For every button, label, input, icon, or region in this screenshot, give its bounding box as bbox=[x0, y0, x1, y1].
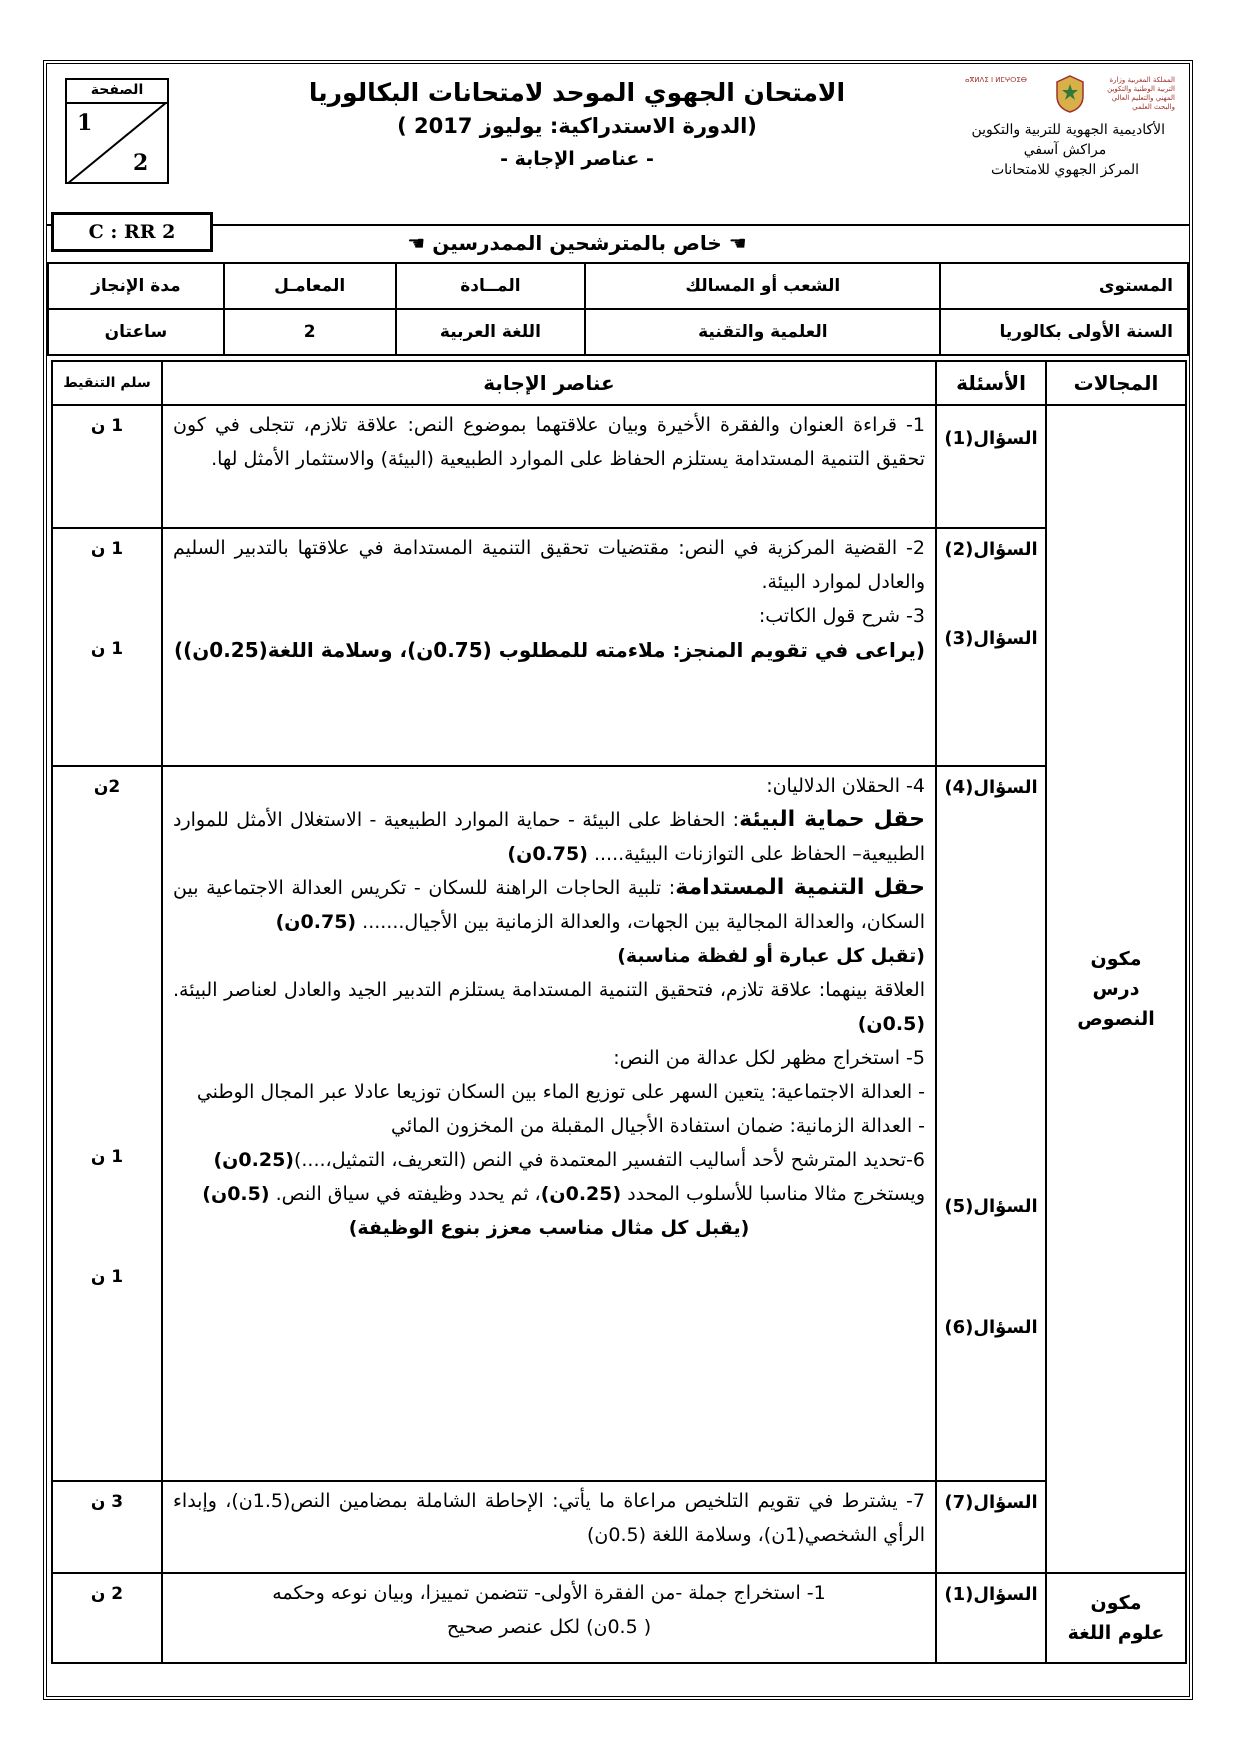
page-number-box bbox=[65, 78, 169, 184]
domain-texts-line1: مكون bbox=[1090, 948, 1142, 970]
duration-label: مدة الإنجاز bbox=[48, 263, 224, 309]
answer-7 bbox=[162, 1481, 936, 1573]
answer-lang-1-text: 1- استخراج جملة -من الفقرة الأولى- تتضمن تمييزا، وبيان نوعه وحكمه bbox=[272, 1582, 826, 1604]
academy-region: مراكش آسفي bbox=[1023, 142, 1107, 158]
answer-1 bbox=[162, 405, 936, 528]
coef-value: 2 bbox=[224, 309, 396, 355]
answer-5-social: - العدالة الاجتماعية: يتعين السهر على توزيع الماء بين السكان توزيعا عادلا عبر المجال الوطني bbox=[196, 1081, 925, 1103]
candidates-note: ☚ خاص بالمترشحين الممدرسين ☚ bbox=[407, 231, 747, 255]
exam-code: C : RR 2 bbox=[51, 212, 213, 252]
answer-4-note: (تقبل كل عبارة أو لفظة مناسبة) bbox=[617, 945, 925, 967]
page-total: 2 bbox=[133, 150, 149, 176]
exam-center: المركز الجهوي للامتحانات bbox=[990, 162, 1140, 178]
coef-label: المعامـل bbox=[224, 263, 396, 309]
questions-4-6 bbox=[936, 766, 1046, 1481]
answer-6-example bbox=[173, 1177, 925, 1211]
answer-2-text: 2- القضية المركزية في النص: مقتضيات تحقيق التنمية المستدامة في علاقتها بالتدبير السليم والعادل لموارد البيئة. bbox=[173, 537, 925, 593]
level-value: السنة الأولى بكالوريا bbox=[940, 309, 1188, 355]
field2-title: حقل التنمية المستدامة bbox=[675, 875, 926, 900]
answers-4-6 bbox=[162, 766, 936, 1481]
branch-label: الشعب أو المسالك bbox=[585, 263, 940, 309]
field2-points: (0.75ن) bbox=[275, 911, 357, 933]
answers-header: عناصر الإجابة bbox=[162, 361, 936, 405]
domain-texts-line3: النصوص bbox=[1077, 1008, 1155, 1030]
domain-language-line1: مكون bbox=[1090, 1592, 1142, 1614]
domain-texts-line2: درس bbox=[1092, 978, 1140, 1000]
scores-4-6 bbox=[52, 766, 162, 1481]
score-lang-1: 2 ن bbox=[52, 1573, 162, 1663]
answer-lang-1-points: ( 0.5ن) لكل عنصر صحيح bbox=[446, 1616, 652, 1638]
exam-subtitle: - عناصر الإجابة - bbox=[500, 148, 654, 170]
answer-3-intro: 3- شرح قول الكاتب: bbox=[758, 605, 925, 627]
coat-of-arms-icon bbox=[1053, 74, 1087, 114]
question-5: السؤال(5) bbox=[944, 1196, 1038, 1217]
domains-header: المجالات bbox=[1046, 361, 1186, 405]
answer-6-method bbox=[173, 1143, 925, 1177]
question-1: السؤال(1) bbox=[936, 405, 1046, 528]
duration-value: ساعتان bbox=[48, 309, 224, 355]
score-1: 1 ن bbox=[52, 405, 162, 528]
score-2: 1 ن bbox=[90, 539, 124, 559]
question-4: السؤال(4) bbox=[944, 777, 1038, 798]
relation-text: العلاقة بينهما: علاقة تلازم، فتحقيق التنمية المستدامة يستلزم التدبير الجيد والعادل لعناصر البيئة. bbox=[173, 979, 925, 1001]
domain-language-line2: علوم اللغة bbox=[1067, 1622, 1165, 1644]
answer-4-intro: 4- الحقلان الدلاليان: bbox=[766, 775, 925, 797]
field2-text: : تلبية الحاجات الراهنة للسكان - تكريس العدالة الاجتماعية بين السكان، والعدالة المجالية بين الجهات، والعدالة الزمانية بين الأجيال....... bbox=[173, 877, 925, 933]
answer-4-field2 bbox=[173, 871, 925, 939]
exam-title: الامتحان الجهوي الموحد لامتحانات البكالوريا bbox=[308, 78, 846, 107]
scale-header: سلم التنقيط bbox=[52, 361, 162, 405]
answers-2-3 bbox=[162, 528, 936, 766]
method-text: 6-تحديد المترشح لأحد أساليب التفسير المعتمدة في النص (التعريف، التمثيل،....) bbox=[293, 1149, 925, 1171]
questions-header: الأسئلة bbox=[936, 361, 1046, 405]
logo-arabic-text: المملكة المغربية وزارة التربية الوطنية والتكوين المهني والتعليم العالي والبحث العلمي bbox=[1107, 76, 1175, 111]
answer-4-field1 bbox=[173, 803, 925, 871]
question-2: السؤال(2) bbox=[944, 539, 1038, 560]
example-text-2: ، ثم يحدد وظيفته في سياق النص. bbox=[269, 1183, 541, 1205]
answer-5-temporal: - العدالة الزمانية: ضمان استفادة الأجيال المقبلة من المخزون المائي bbox=[390, 1115, 925, 1137]
answer-5-intro: 5- استخراج مظهر لكل عدالة من النص: bbox=[613, 1047, 925, 1069]
answer-7-text: 7- يشترط في تقويم التلخيص مراعاة ما يأتي: الإحاطة الشاملة بمضامين النص(1.5ن)، وإبداء الرأي الشخصي(1ن)، وسلامة اللغة (0.5ن) bbox=[173, 1490, 925, 1546]
score-7: 3 ن bbox=[52, 1481, 162, 1573]
subject-value: اللغة العربية bbox=[396, 309, 586, 355]
score-6: 1 ن bbox=[90, 1267, 124, 1287]
question-lang-1: السؤال(1) bbox=[936, 1573, 1046, 1663]
answer-3-note: (يراعى في تقويم المنجز: ملاءمته للمطلوب (0.75ن)، وسلامة اللغة(0.25ن)) bbox=[173, 638, 925, 662]
page-number: 1 bbox=[77, 110, 93, 136]
exam-titles bbox=[297, 76, 857, 176]
example-text: ويستخرج مثالا مناسبا للأسلوب المحدد bbox=[621, 1183, 925, 1205]
answer-4-relation bbox=[173, 973, 925, 1041]
field1-title: حقل حماية البيئة bbox=[739, 807, 925, 832]
domain-language bbox=[1046, 1573, 1186, 1663]
answer-1-text: 1- قراءة العنوان والفقرة الأخيرة وبيان علاقتهما بموضوع النص: علاقة تلازم، تتجلى في كون تحقيق التنمية المستدامة يستلزم الحفاظ على الموارد الطبيعية (البيئة) والاستثمار الأمثل لها. bbox=[173, 414, 925, 470]
header bbox=[47, 64, 1189, 262]
field1-points: (0.75ن) bbox=[507, 843, 588, 865]
ministry-logo bbox=[965, 74, 1175, 194]
page-label: الصفحة bbox=[90, 82, 144, 98]
answers-table bbox=[51, 360, 1187, 1664]
questions-2-3 bbox=[936, 528, 1046, 766]
exam-session: (الدورة الاستدراكية: يوليوز 2017 ) bbox=[397, 114, 757, 138]
relation-points: (0.5ن) bbox=[857, 1013, 925, 1035]
score-3: 1 ن bbox=[90, 639, 124, 659]
answer-lang-1 bbox=[162, 1573, 936, 1663]
question-6: السؤال(6) bbox=[944, 1317, 1038, 1338]
example-points: (0.25ن) bbox=[540, 1183, 622, 1205]
method-points: (0.25ن) bbox=[213, 1149, 294, 1171]
field1-text: : الحفاظ على البيئة - حماية الموارد الطبيعية - الاستغلال الأمثل للموارد الطبيعية– الحفاظ على التوازنات البيئية..... bbox=[173, 809, 925, 865]
level-label: المستوى bbox=[940, 263, 1188, 309]
score-5: 1 ن bbox=[90, 1147, 124, 1167]
exam-info-table bbox=[47, 262, 1189, 356]
page-frame bbox=[43, 60, 1193, 1700]
score-4: 2ن bbox=[93, 777, 121, 797]
question-7: السؤال(7) bbox=[936, 1481, 1046, 1573]
scores-2-3 bbox=[52, 528, 162, 766]
answer-6-note: (يقبل كل مثال مناسب معزز بنوع الوظيفة) bbox=[348, 1217, 750, 1239]
domain-texts bbox=[1046, 405, 1186, 1573]
subject-label: المــادة bbox=[396, 263, 586, 309]
question-3: السؤال(3) bbox=[944, 628, 1038, 649]
logo-tifinagh-text: ⴰⴳⵍⴷⵉ ⵏ ⵍⵎⵖⵔⵉⴱ bbox=[965, 76, 1027, 84]
branch-value: العلمية والتقنية bbox=[585, 309, 940, 355]
academy-name bbox=[965, 120, 1165, 180]
function-points: (0.5ن) bbox=[202, 1183, 270, 1205]
academy-line: الأكاديمية الجهوية للتربية والتكوين bbox=[971, 122, 1165, 138]
